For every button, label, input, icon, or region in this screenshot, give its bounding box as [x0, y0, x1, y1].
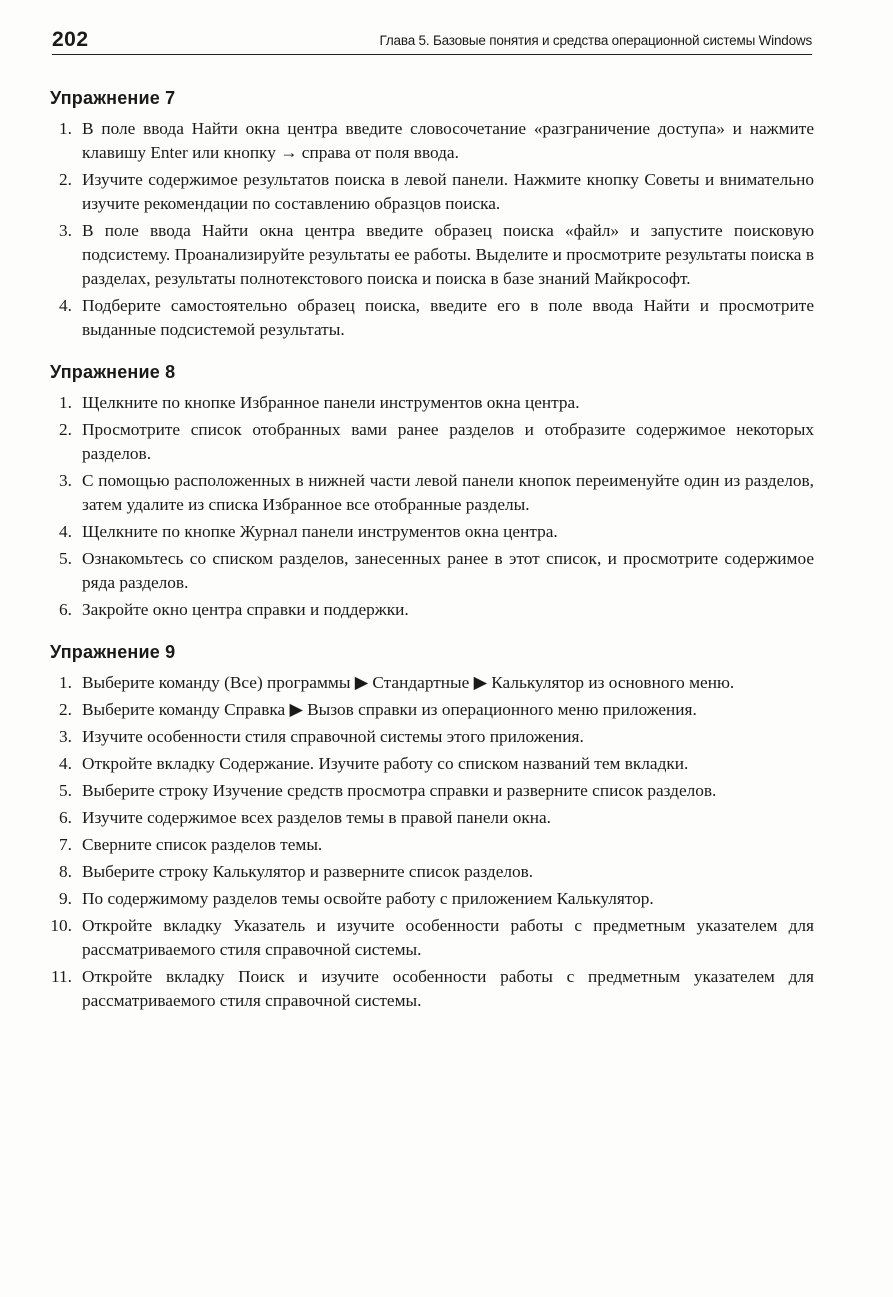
item-text: Откройте вкладку Указатель и изучите особенности работы с предметным указателем для рассматриваемого стиля справочной системы. — [82, 916, 814, 959]
item-text: Сверните список разделов темы. — [82, 835, 323, 854]
page-header — [52, 28, 812, 55]
item-number: 1. — [59, 119, 72, 138]
list-item — [50, 806, 814, 830]
item-text: Откройте вкладку Содержание. Изучите работу со списком названий тем вкладки. — [82, 754, 689, 773]
list-item — [50, 671, 814, 695]
item-number: 2. — [59, 700, 72, 719]
list-item — [50, 520, 814, 544]
exercise-9 — [50, 642, 814, 1013]
list-item — [50, 469, 814, 517]
list-item — [50, 598, 814, 622]
exercise-7 — [50, 88, 814, 342]
item-number: 10. — [50, 916, 72, 935]
item-text: Закройте окно центра справки и поддержки. — [82, 600, 409, 619]
item-text: Щелкните по кнопке Избранное панели инструментов окна центра. — [82, 393, 580, 412]
item-text: Выберите команду (Все) программы ▶ Стандартные ▶ Калькулятор из основного меню. — [82, 673, 735, 692]
list-item — [50, 168, 814, 216]
list-item — [50, 294, 814, 342]
item-number: 7. — [59, 835, 72, 854]
item-number: 11. — [51, 967, 72, 986]
list-item — [50, 965, 814, 1013]
item-number: 3. — [59, 221, 72, 240]
exercise-steps — [50, 391, 814, 622]
list-item — [50, 833, 814, 857]
item-number: 5. — [59, 781, 72, 800]
list-item — [50, 391, 814, 415]
item-text: Выберите строку Калькулятор и разверните список разделов. — [82, 862, 534, 881]
item-text: Просмотрите список отобранных вами ранее разделов и отобразите содержимое некоторых разделов. — [82, 420, 814, 463]
item-number: 2. — [59, 170, 72, 189]
list-item — [50, 219, 814, 291]
list-item — [50, 887, 814, 911]
item-number: 4. — [59, 522, 72, 541]
section-title: Упражнение 9 — [50, 642, 176, 662]
list-item — [50, 117, 814, 165]
page-number: 202 — [52, 28, 89, 51]
item-number: 5. — [59, 549, 72, 568]
item-number: 1. — [59, 393, 72, 412]
item-text: В поле ввода Найти окна центра введите словосочетание «разграничение доступа» и нажмите клавишу Enter или кнопку → справа от поля ввода. — [82, 119, 814, 162]
list-item — [50, 418, 814, 466]
item-text: С помощью расположенных в нижней части левой панели кнопок переименуйте один из разделов, затем удалите из списка Избранное все отобранные разделы. — [82, 471, 814, 514]
item-number: 6. — [59, 808, 72, 827]
item-text: Изучите особенности стиля справочной системы этого приложения. — [82, 727, 584, 746]
item-text: В поле ввода Найти окна центра введите образец поиска «файл» и запустите поисковую подсистему. Проанализируйте результаты ее работы. Выделите и просмотрите результаты поиска в разделах, результаты полнотекстового поиска и поиска в базе знаний Майкрософт. — [82, 221, 814, 288]
list-item — [50, 752, 814, 776]
page-content — [50, 88, 814, 1016]
item-number: 4. — [59, 296, 72, 315]
item-text: Щелкните по кнопке Журнал панели инструментов окна центра. — [82, 522, 558, 541]
item-text: Откройте вкладку Поиск и изучите особенности работы с предметным указателем для рассматриваемого стиля справочной системы. — [82, 967, 814, 1010]
list-item — [50, 725, 814, 749]
list-item — [50, 860, 814, 884]
item-number: 2. — [59, 420, 72, 439]
item-text: Выберите строку Изучение средств просмотра справки и разверните список разделов. — [82, 781, 717, 800]
running-head: Глава 5. Базовые понятия и средства операционной системы Windows — [379, 33, 812, 48]
exercise-8 — [50, 362, 814, 622]
list-item — [50, 779, 814, 803]
item-text: Подберите самостоятельно образец поиска, введите его в поле ввода Найти и просмотрите выданные подсистемой результаты. — [82, 296, 814, 339]
item-number: 6. — [59, 600, 72, 619]
exercise-steps — [50, 117, 814, 342]
item-text: Ознакомьтесь со списком разделов, занесенных ранее в этот список, и просмотрите содержимое ряда разделов. — [82, 549, 814, 592]
list-item — [50, 698, 814, 722]
item-text: Выберите команду Справка ▶ Вызов справки из операционного меню приложения. — [82, 700, 697, 719]
item-text: Изучите содержимое всех разделов темы в правой панели окна. — [82, 808, 552, 827]
section-title: Упражнение 8 — [50, 362, 176, 382]
list-item — [50, 914, 814, 962]
list-item — [50, 547, 814, 595]
item-number: 3. — [59, 471, 72, 490]
section-title: Упражнение 7 — [50, 88, 176, 108]
item-number: 1. — [59, 673, 72, 692]
item-number: 3. — [59, 727, 72, 746]
item-text: По содержимому разделов темы освойте работу с приложением Калькулятор. — [82, 889, 654, 908]
item-number: 9. — [59, 889, 72, 908]
item-number: 8. — [59, 862, 72, 881]
item-text: Изучите содержимое результатов поиска в левой панели. Нажмите кнопку Советы и внимательно изучите рекомендации по составлению образцов поиска. — [82, 170, 814, 213]
item-number: 4. — [59, 754, 72, 773]
exercise-steps — [50, 671, 814, 1013]
